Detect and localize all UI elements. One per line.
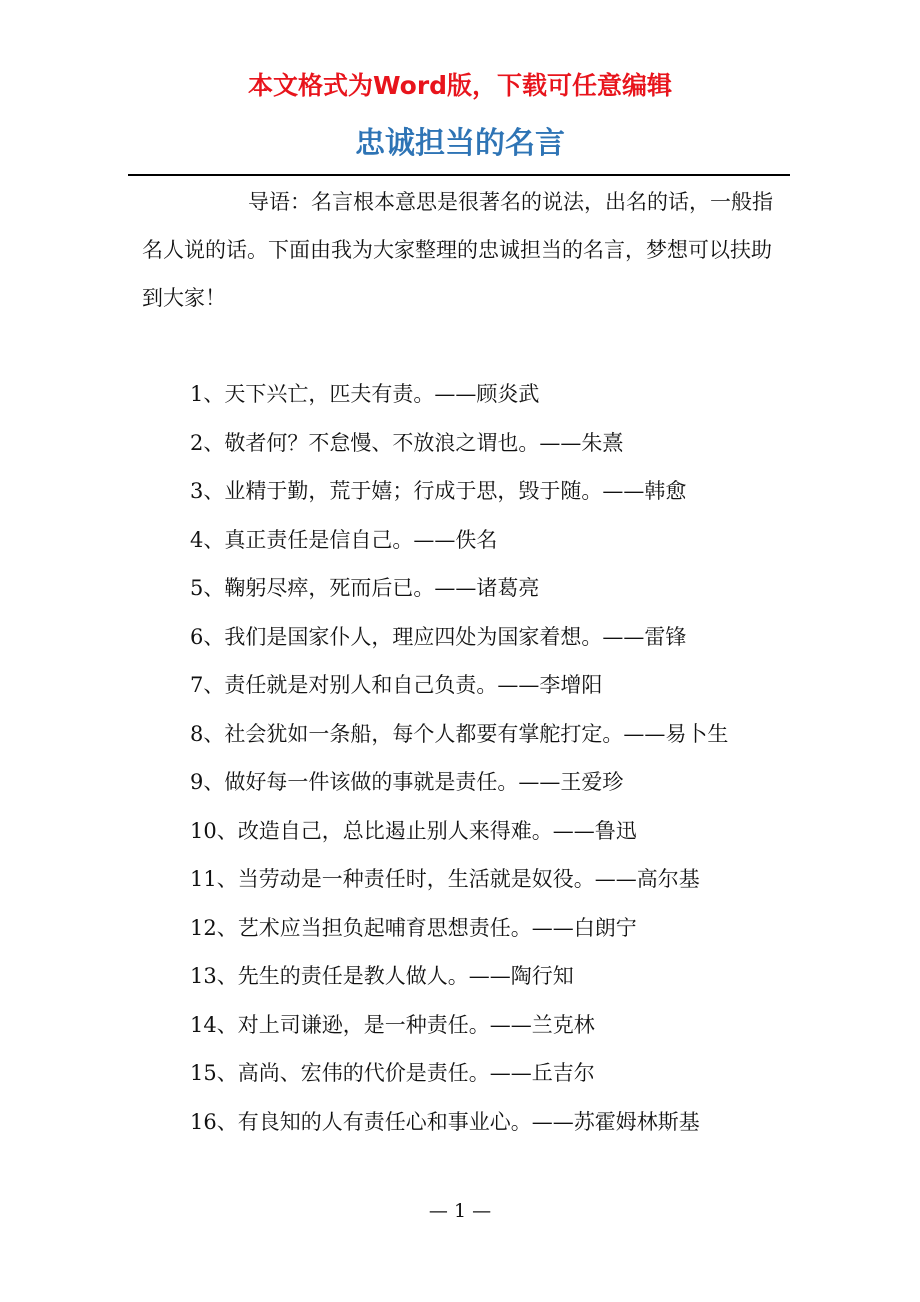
quote-item-2: 2、敬者何？不怠慢、不放浪之谓也。——朱熹 xyxy=(190,430,624,455)
quote-item-16: 16、有良知的人有责任心和事业心。——苏霍姆林斯基 xyxy=(190,1109,700,1134)
format-banner: 本文格式为Word版，下载可任意编辑 xyxy=(247,71,673,100)
quote-item-8: 8、社会犹如一条船，每个人都要有掌舵打定。——易卜生 xyxy=(190,721,729,746)
page-number: — 1 — xyxy=(428,1200,492,1222)
quote-item-9: 9、做好每一件该做的事就是责任。——王爱珍 xyxy=(190,770,624,794)
quote-item-5: 5、鞠躬尽瘁，死而后已。——诸葛亮 xyxy=(190,576,540,600)
title-divider xyxy=(128,174,790,176)
quote-item-7: 7、责任就是对别人和自己负责。——李增阳 xyxy=(190,673,603,697)
intro-text: 导语：名言根本意思是很著名的说法，出名的话，一般指名人说的话。下面由我为大家整理的忠诚担当的名言，梦想可以扶助到大家！ xyxy=(142,190,773,310)
quote-item-12: 12、艺术应当担负起哺育思想责任。——白朗宁 xyxy=(190,915,637,940)
quote-list xyxy=(142,370,790,1146)
quote-item-14: 14、对上司谦逊，是一种责任。——兰克林 xyxy=(190,1012,595,1037)
quote-item-6: 6、我们是国家仆人，理应四处为国家着想。——雷锋 xyxy=(190,624,687,649)
quote-item-4: 4、真正责任是信自己。——佚名 xyxy=(190,527,498,552)
quote-item-10: 10、改造自己，总比遏止别人来得难。——鲁迅 xyxy=(190,818,637,843)
quote-item-13: 13、先生的责任是教人做人。——陶行知 xyxy=(190,964,574,988)
quote-item-15: 15、高尚、宏伟的代价是责任。——丘吉尔 xyxy=(190,1061,595,1085)
quote-item-3: 3、业精于勤，荒于嬉；行成于思，毁于随。——韩愈 xyxy=(190,479,687,503)
quote-item-11: 11、当劳动是一种责任时，生活就是奴役。——高尔基 xyxy=(190,867,700,891)
intro-paragraph xyxy=(142,178,790,322)
quote-item-1: 1、天下兴亡，匹夫有责。——顾炎武 xyxy=(190,382,540,406)
document-title: 忠诚担当的名言 xyxy=(355,126,565,161)
